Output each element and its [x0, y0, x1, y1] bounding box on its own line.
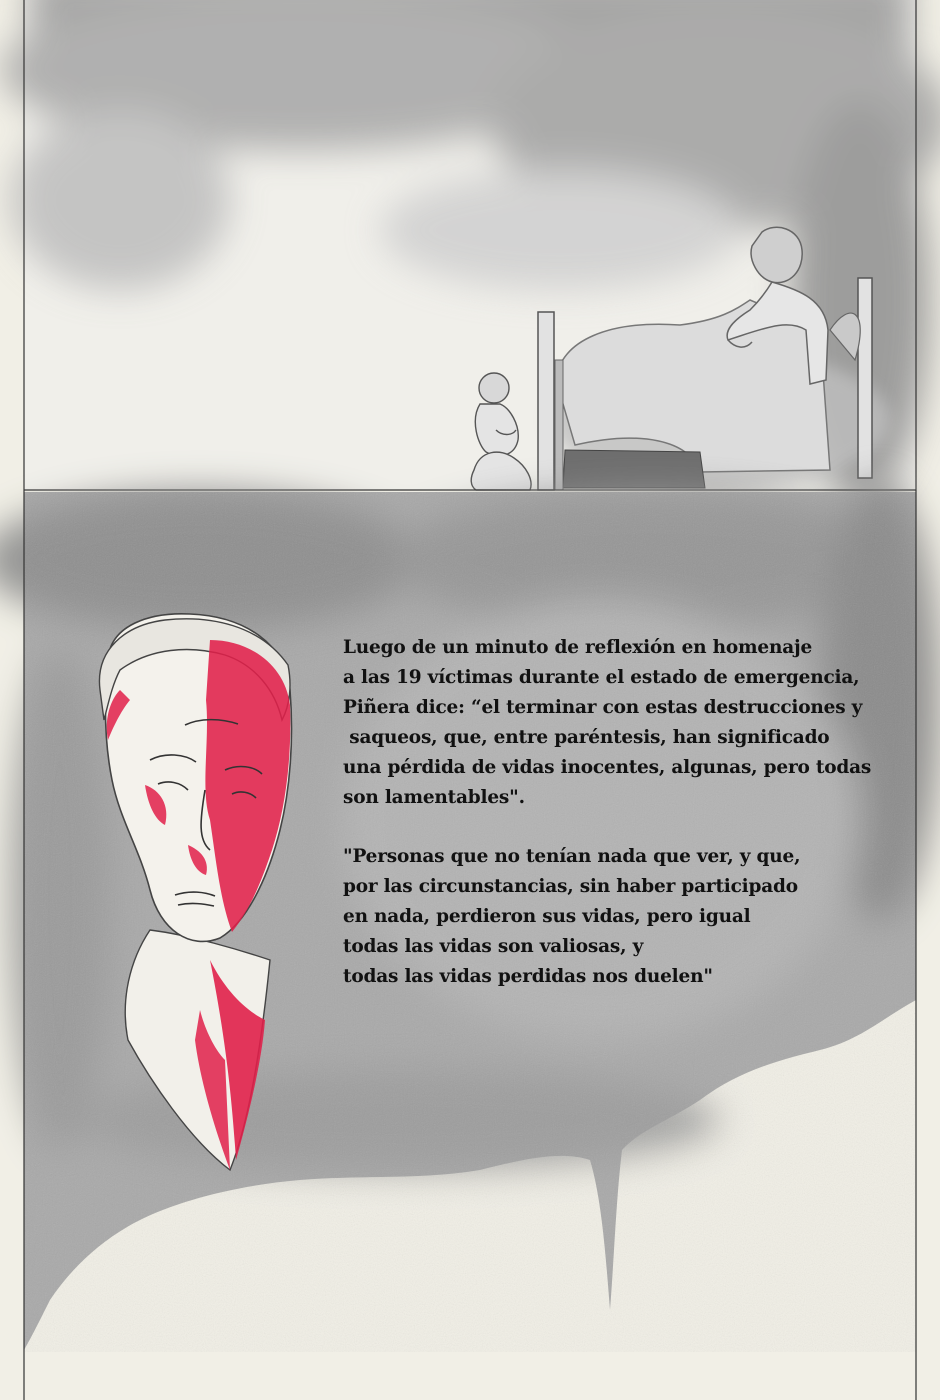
caption-line: todas las vidas perdidas nos duelen" [343, 966, 713, 987]
caption-line: son lamentables". [343, 787, 525, 808]
top-panel [0, 0, 940, 500]
caption-line: en nada, perdieron sus vidas, pero igual [343, 906, 751, 927]
caption-paragraph-2 [343, 842, 933, 992]
caption-line: todas las vidas son valiosas, y [343, 936, 644, 957]
caption-line: saqueos, que, entre paréntesis, han significado [343, 727, 830, 748]
caption-line: por las circunstancias, sin haber participado [343, 876, 798, 897]
caption-line: una pérdida de vidas inocentes, algunas, pero todas [343, 757, 872, 778]
caption-line: Piñera dice: “el terminar con estas destrucciones y [343, 697, 863, 718]
caption-line: Luego de un minuto de reflexión en homenaje [343, 637, 813, 658]
caption-line: "Personas que no tenían nada que ver, y que, [343, 846, 801, 867]
caption-line: a las 19 víctimas durante el estado de emergencia, [343, 667, 860, 688]
caption-paragraph-1 [343, 633, 933, 813]
